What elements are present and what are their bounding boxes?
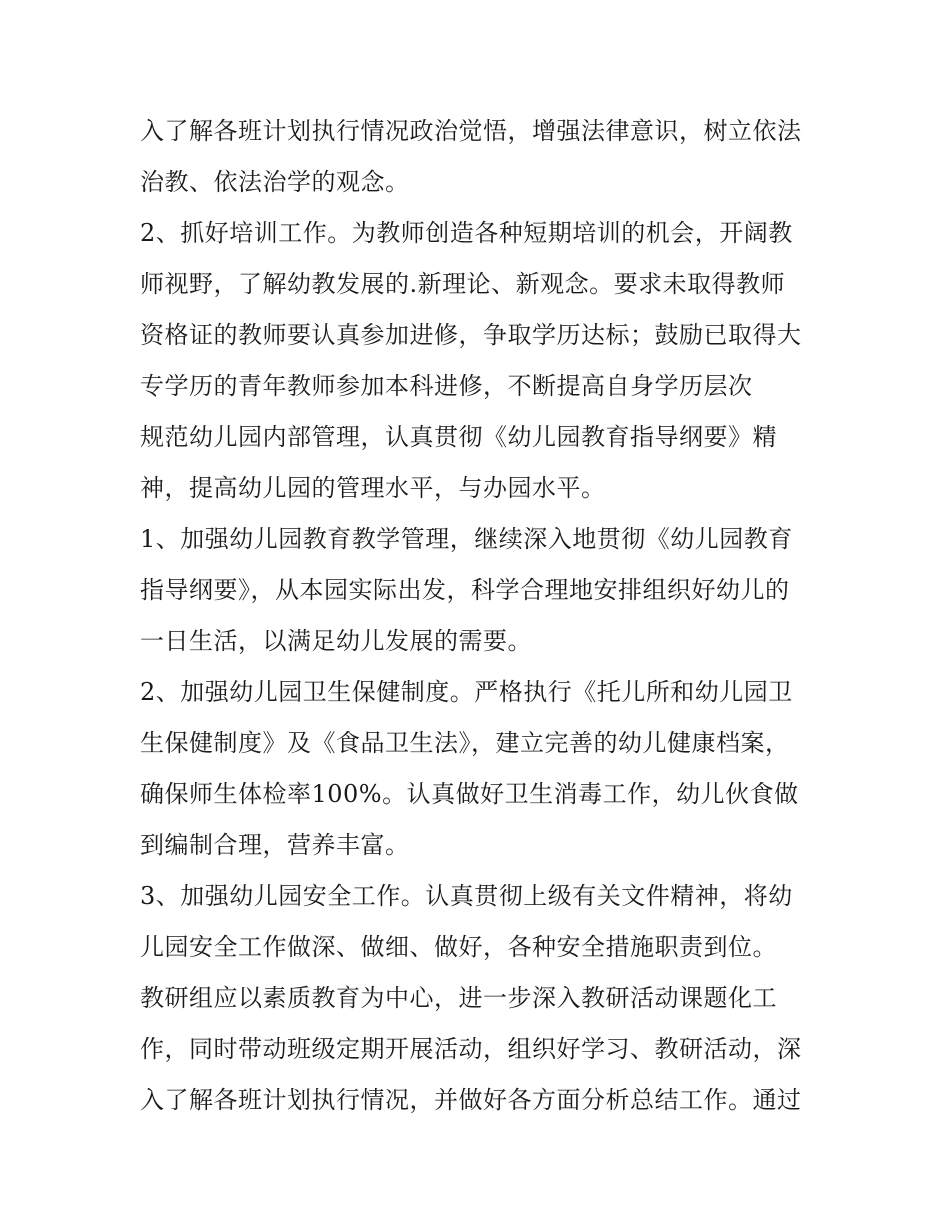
text-line: 确保师生体检率100%。认真做好卫生消毒工作，幼儿伙食做 (140, 780, 799, 808)
text-line: 专学历的青年教师参加本科进修，不断提高自身学历层次 (140, 372, 753, 400)
text-line: 1、加强幼儿园教育教学管理，继续深入地贯彻《幼儿园教育 (140, 525, 793, 553)
text-line: 2、加强幼儿园卫生保健制度。严格执行《托儿所和幼儿园卫 (140, 678, 793, 706)
text-line: 生保健制度》及《食品卫生法》，建立完善的幼儿健康档案， (140, 729, 790, 757)
text-line: 教研组应以素质教育为中心，进一步深入教研活动课题化工 (140, 984, 777, 1012)
text-line: 3、加强幼儿园安全工作。认真贯彻上级有关文件精神，将幼 (140, 882, 793, 910)
body-text (140, 106, 830, 1126)
text-line: 师视野，了解幼教发展的.新理论、新观念。要求未取得教师 (140, 270, 786, 298)
text-line: 到编制合理，营养丰富。 (140, 831, 410, 859)
text-line: 儿园安全工作做深、做细、做好，各种安全措施职责到位。 (140, 933, 777, 961)
text-line: 作，同时带动班级定期开展活动，组织好学习、教研活动，深 (140, 1035, 802, 1063)
text-line: 入了解各班计划执行情况政治觉悟，增强法律意识，树立依法 (140, 117, 802, 145)
text-line: 资格证的教师要认真参加进修，争取学历达标；鼓励已取得大 (140, 321, 802, 349)
text-line: 神，提高幼儿园的管理水平，与办园水平。 (140, 474, 606, 502)
text-line: 入了解各班计划执行情况，并做好各方面分析总结工作。通过 (140, 1086, 802, 1114)
text-line: 规范幼儿园内部管理，认真贯彻《幼儿园教育指导纲要》精 (140, 423, 777, 451)
text-line: 2、抓好培训工作。为教师创造各种短期培训的机会，开阔教 (140, 219, 793, 247)
text-line: 一日生活，以满足幼儿发展的需要。 (140, 627, 532, 655)
text-line: 治教、依法治学的观念。 (140, 168, 410, 196)
text-line: 指导纲要》，从本园实际出发，科学合理地安排组织好幼儿的 (140, 576, 790, 604)
